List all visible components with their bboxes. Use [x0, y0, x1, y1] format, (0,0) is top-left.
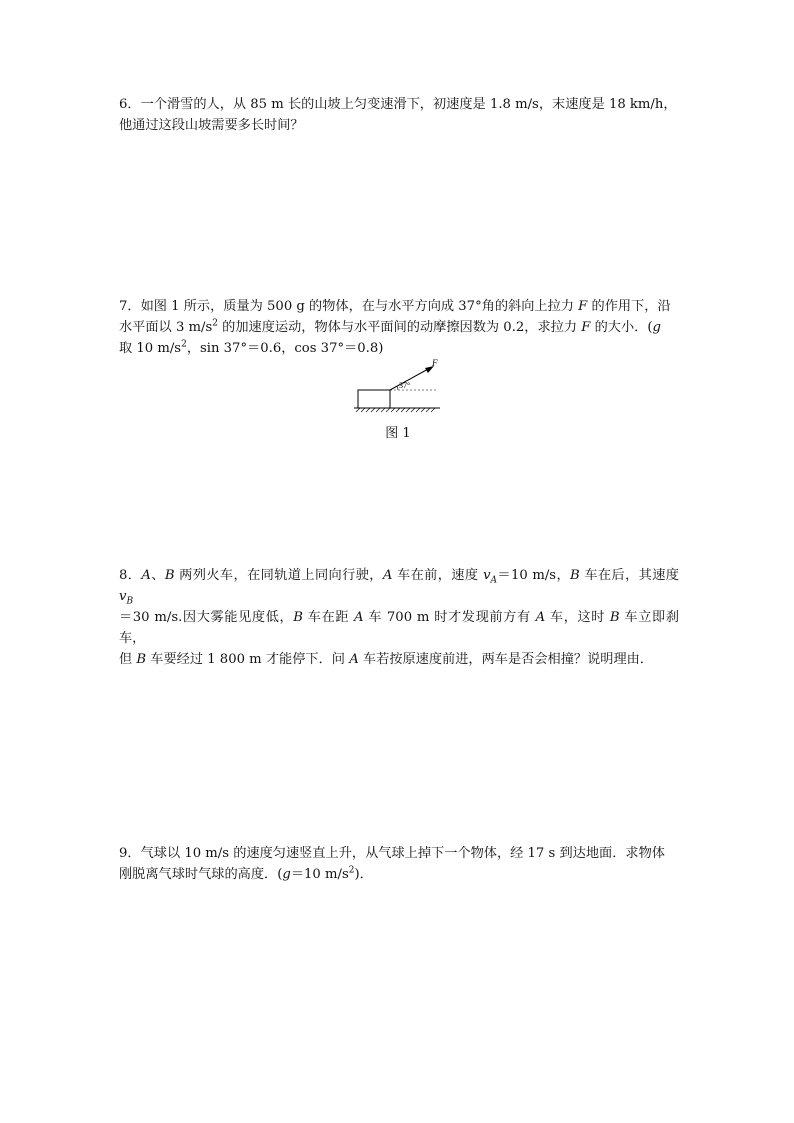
velocity-symbol: v	[119, 589, 127, 604]
figure-1-diagram	[352, 358, 442, 414]
question-8-line-3	[119, 649, 679, 670]
gravity-symbol: g	[652, 320, 661, 335]
text: 、	[150, 568, 165, 583]
question-6-line-1: 6．一个滑雪的人，从 85 m 长的山坡上匀变速滑下，初速度是 1.8 m/s，末速度是 18 km/h，	[119, 97, 677, 112]
text: 的作用下，沿	[587, 299, 671, 314]
question-8-line-2	[119, 607, 679, 649]
train-b-symbol: B	[293, 610, 303, 625]
subscript: A	[490, 575, 498, 586]
ground-hatching	[356, 408, 435, 412]
text: 取 10 m/s	[119, 341, 182, 356]
superscript: 2	[212, 318, 218, 329]
train-a-symbol: A	[382, 568, 393, 583]
text: ＝10 m/s	[290, 867, 349, 882]
angle-arc	[397, 386, 398, 390]
train-a-symbol: A	[353, 610, 364, 625]
train-b-symbol: B	[570, 568, 580, 583]
text: 的加速度运动，物体与水平面间的动摩擦因数为 0.2，求拉力	[217, 320, 582, 335]
train-b-symbol: B	[164, 568, 175, 583]
question-7	[119, 296, 679, 359]
question-9-line-2	[119, 864, 679, 885]
text: 车若按原速度前进，两车是否会相撞？说明理由．	[358, 652, 654, 667]
train-a-symbol: A	[141, 568, 151, 583]
question-8	[119, 565, 679, 670]
train-b-symbol: B	[609, 610, 620, 625]
text: ＝10 m/s，	[497, 568, 571, 583]
text: 水平面以 3 m/s	[119, 320, 213, 335]
train-a-symbol: A	[535, 610, 546, 625]
text: 车在距	[302, 610, 354, 625]
text: 但	[119, 652, 137, 667]
text: 两列火车，在同轨道上同向行驶，	[174, 568, 383, 583]
text: 车要经过 1 800 m 才能停下．问	[146, 652, 350, 667]
velocity-symbol: v	[483, 568, 491, 583]
text: ，sin 37°＝0.6，cos 37°＝0.8)	[186, 341, 384, 356]
force-symbol: F	[581, 320, 591, 335]
question-7-line-1	[119, 296, 679, 317]
question-6-line-2: 他通过这段山坡需要多长时间？	[119, 118, 304, 133]
question-7-line-2	[119, 317, 679, 338]
train-b-symbol: B	[136, 652, 147, 667]
text: 8．	[119, 568, 142, 583]
text: )．	[354, 867, 373, 882]
text: 车立即刹车，	[119, 610, 679, 646]
text: 车 700 m 时才发现前方有	[363, 610, 536, 625]
force-label: F	[432, 358, 438, 368]
superscript: 2	[181, 339, 187, 350]
question-8-line-1	[119, 565, 679, 607]
subscript: B	[126, 596, 134, 607]
question-9-line-1: 9．气球以 10 m/s 的速度匀速竖直上升，从气球上掉下一个物体，经 17 s 到达地面．求物体	[119, 846, 665, 861]
text: 7．如图 1 所示，质量为 500 g 的物体，在与水平方向成 37°角的斜向上拉力	[119, 299, 579, 314]
superscript: 2	[348, 865, 355, 876]
figure-1-caption: 图 1	[385, 426, 411, 441]
question-9	[119, 843, 679, 885]
train-a-symbol: A	[349, 652, 359, 667]
text: 刚脱离气球时气球的高度．(	[119, 867, 283, 882]
angle-label: 37°	[399, 381, 411, 390]
text: 车在后，其速度	[579, 568, 679, 583]
text: ＝30 m/s.因大雾能见度低，	[119, 610, 294, 625]
block	[358, 390, 390, 408]
text: 的大小．(	[590, 320, 653, 335]
gravity-symbol: g	[282, 867, 291, 882]
question-7-line-3	[119, 338, 679, 359]
question-6	[119, 94, 679, 136]
text: 车在前，速度	[392, 568, 484, 583]
text: 车，这时	[545, 610, 610, 625]
force-symbol: F	[578, 299, 588, 314]
